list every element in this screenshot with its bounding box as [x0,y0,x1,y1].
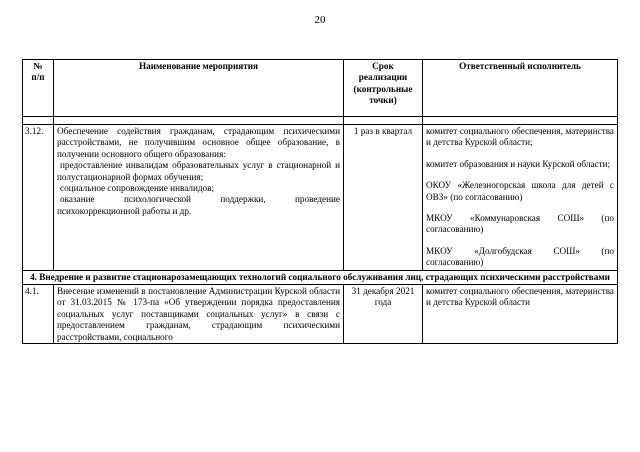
activity-intro: Обеспечение содействия гражданам, страдающим психическими расстройствами, не получившим основное общее образование, в получении основного общего образования: [57,126,340,159]
table-row [23,125,618,271]
row-activity-name [54,285,344,344]
responsible-entry: ОКОУ «Железногорская школа для детей с ОВЗ» (по согласованию) [426,180,614,202]
row-responsible: комитет социального обеспечения, материнства и детства Курской области [423,285,618,344]
activity-item: предоставление инвалидам образовательных услуг в стационарной и полустационарной формах обучения; [57,160,340,182]
activity-text: Внесение изменений в постановление Администрации Курской области от 31.03.2015 № 173-па «Об утверждении порядка предоставления социальных услуг поставщиками социальных услуг» в связи с предоставлением гражданам, страдающим психическими расстройствами, социального [57,286,340,342]
section-title: 4. Внедрение и развитие стационарозамещающих технологий социального обслуживания лиц, страдающих психическими расстройствами [23,270,618,284]
responsible-entry: МКОУ «Долгобудская СОШ» (по согласованию) [426,245,614,268]
responsible-entry: МКОУ «Коммунаровская СОШ» (по согласованию) [426,213,614,235]
table-spacer-row [23,117,618,125]
responsible-entry: комитет образования и науки Курской области; [426,158,611,169]
table-header-row [23,60,618,117]
responsible-entry: комитет социального обеспечения, материнства и детства Курской области; [426,126,614,148]
header-term: Срок реализации (контрольные точки) [344,60,423,117]
section-heading-row [23,270,618,284]
row-term: 31 декабря 2021 года [344,285,423,344]
row-number: 3.12. [23,125,54,271]
row-activity-name [54,125,344,271]
activity-item: социальное сопровождение инвалидов; [60,183,215,194]
activities-table [22,59,618,344]
header-num: № п/п [23,60,54,117]
row-number: 4.1. [23,285,54,344]
row-term: 1 раз в квартал [344,125,423,271]
activity-item: оказание психологической поддержки, проведение психокоррекционной работы и др. [57,194,340,216]
page-number: 20 [314,14,326,26]
row-responsible [423,125,618,271]
table-row [23,285,618,344]
header-responsible: Ответственный исполнитель [423,60,618,117]
header-name: Наименование мероприятия [54,60,344,117]
